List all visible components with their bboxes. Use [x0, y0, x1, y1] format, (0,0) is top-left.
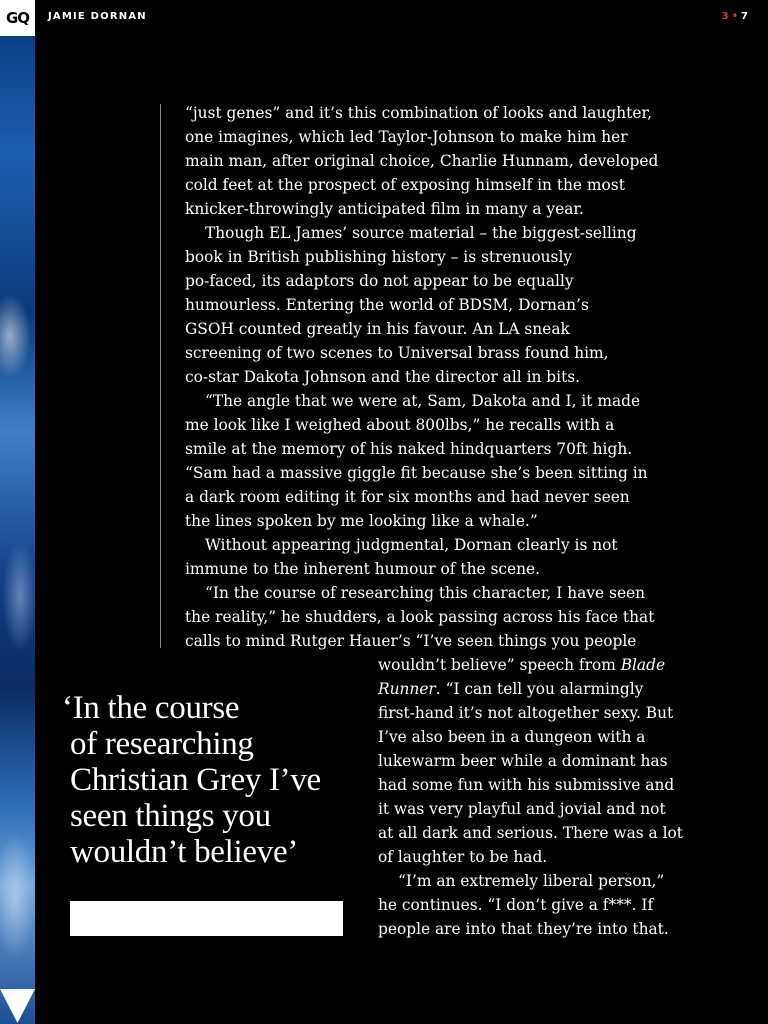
- body-line: a dark room editing it for six months and had never seen: [185, 488, 630, 506]
- body-line: humourless. Entering the world of BDSM, Dornan’s: [185, 296, 589, 314]
- article-title: JAMIE DORNAN: [48, 11, 147, 22]
- body-text-fragment: had some fun with his submissive and: [378, 776, 675, 794]
- pull-quote-line: Christian Grey I’ve: [70, 762, 321, 798]
- body-text-fragment: I’ve also been in a dungeon with a: [378, 728, 646, 746]
- column-rule: [160, 104, 161, 648]
- body-text-fragment: he continues. “I don’t give a f***. If: [378, 896, 654, 914]
- body-text-fragment: lukewarm beer while a dominant has: [378, 752, 668, 770]
- body-text-fragment: at all dark and serious. There was a lot: [378, 824, 683, 842]
- pull-quote-line: of researching: [70, 726, 254, 762]
- body-text-fragment: “I’m an extremely liberal person,”: [398, 872, 665, 890]
- body-text-fragment: of laughter to be had.: [378, 848, 548, 866]
- body-line: [378, 701, 750, 725]
- body-text-fragment: . “I can tell you alarmingly: [435, 680, 644, 698]
- page-total: 7: [741, 11, 748, 22]
- body-line: [378, 845, 750, 869]
- body-line: co-star Dakota Johnson and the director all in bits.: [185, 368, 581, 386]
- logo-text: GQ: [5, 9, 30, 27]
- body-text-fragment: it was very playful and jovial and not: [378, 800, 666, 818]
- italic-title: Blade: [620, 656, 666, 674]
- body-line: [378, 917, 750, 941]
- body-line: Though EL James’ source material – the biggest-selling: [205, 224, 637, 242]
- body-line: [378, 725, 750, 749]
- pull-quote-line: ‘In the course: [62, 690, 240, 726]
- body-line: [378, 893, 750, 917]
- article-body-column-1: [185, 101, 745, 653]
- body-text-fragment: wouldn’t believe” speech from: [378, 656, 621, 674]
- body-text-fragment: people are into that they’re into that.: [378, 920, 669, 938]
- page-separator-dot-icon: •: [731, 11, 739, 22]
- body-line: “The angle that we were at, Sam, Dakota and I, it made: [205, 392, 641, 410]
- white-banner-block: [70, 901, 343, 936]
- body-line: [378, 821, 750, 845]
- body-line: GSOH counted greatly in his favour. An LA sneak: [185, 320, 570, 338]
- body-line: smile at the memory of his naked hindquarters 70ft high.: [185, 440, 633, 458]
- body-line: screening of two scenes to Universal brass found him,: [185, 344, 609, 362]
- italic-title: Runner: [378, 680, 436, 698]
- body-line: me look like I weighed about 800lbs,” he recalls with a: [185, 416, 615, 434]
- cover-image-strip: [0, 36, 35, 1024]
- body-line: [378, 677, 750, 701]
- body-line: immune to the inherent humour of the scene.: [185, 560, 541, 578]
- body-line: knicker-throwingly anticipated film in many a year.: [185, 200, 584, 218]
- body-line: [378, 773, 750, 797]
- triangle-down-icon[interactable]: [0, 989, 35, 1024]
- body-line: “Sam had a massive giggle fit because she’s been sitting in: [185, 464, 648, 482]
- body-line: Without appearing judgmental, Dornan clearly is not: [205, 536, 618, 554]
- body-line: “In the course of researching this character, I have seen: [205, 584, 646, 602]
- page-current: 3: [721, 11, 729, 22]
- pull-quote-line: seen things you: [70, 798, 271, 834]
- body-line: [378, 869, 750, 893]
- body-text-fragment: first-hand it’s not altogether sexy. But: [378, 704, 674, 722]
- body-line: [378, 749, 750, 773]
- pull-quote: [62, 690, 362, 870]
- body-line: one imagines, which led Taylor-Johnson to make him her: [185, 128, 628, 146]
- body-line: book in British publishing history – is strenuously: [185, 248, 573, 266]
- body-line: [378, 653, 750, 677]
- body-line: [378, 797, 750, 821]
- page-indicator: [722, 11, 748, 22]
- body-line: calls to mind Rutger Hauer’s “I’ve seen things you people: [185, 632, 637, 650]
- body-line: the reality,” he shudders, a look passing across his face that: [185, 608, 655, 626]
- gq-logo[interactable]: [0, 0, 35, 36]
- pull-quote-line: wouldn’t believe’: [70, 834, 298, 870]
- article-body-column-2: [378, 653, 750, 941]
- body-line: cold feet at the prospect of exposing himself in the most: [185, 176, 625, 194]
- body-line: the lines spoken by me looking like a whale.”: [185, 512, 538, 530]
- body-line: “just genes” and it’s this combination of looks and laughter,: [185, 104, 653, 122]
- body-line: po-faced, its adaptors do not appear to be equally: [185, 272, 574, 290]
- body-line: main man, after original choice, Charlie Hunnam, developed: [185, 152, 659, 170]
